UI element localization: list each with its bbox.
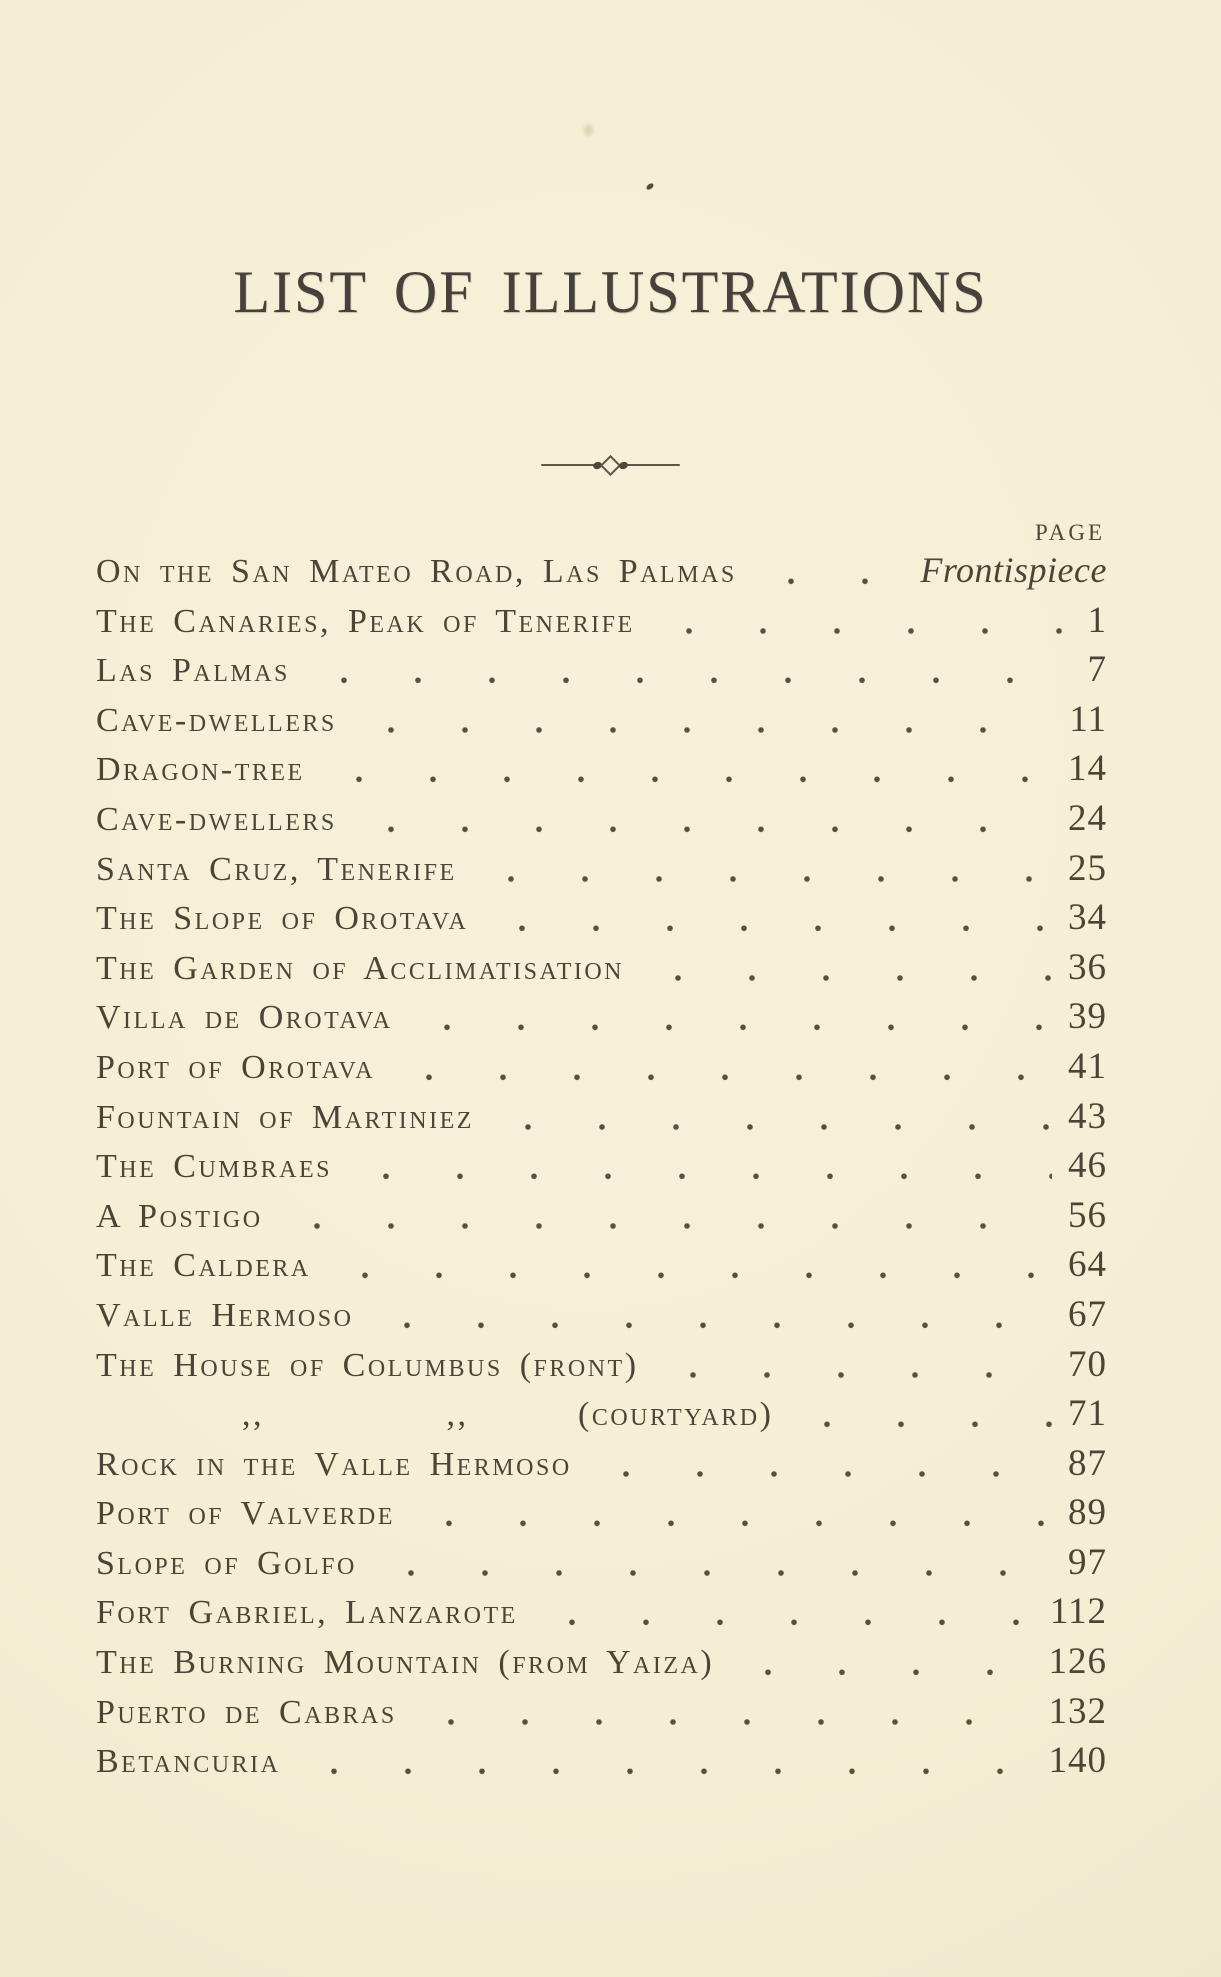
toc-row [96,1141,1107,1191]
toc-row [96,893,1107,943]
leader-dots [350,1141,1052,1191]
toc-entry-page: 7 [1087,649,1107,691]
toc-entry-label: Fort Gabriel, Lanzarote [96,1594,518,1632]
leader-dots [355,794,1052,844]
toc-entry-page: 34 [1068,897,1107,939]
toc-row [96,1092,1107,1142]
toc-row [96,992,1107,1042]
toc-entry-page: 41 [1068,1045,1107,1087]
toc-row [96,744,1107,794]
toc-row [96,1587,1107,1637]
toc-entry-label: Santa Cruz, Tenerife [96,850,457,888]
toc-row [96,1488,1107,1538]
toc-entry-label: The House of Columbus (front) [96,1346,639,1384]
toc-entry-page: 89 [1068,1492,1107,1534]
leader-dots [413,1488,1052,1538]
toc-row [96,1736,1107,1786]
toc-entry-label: Cave-dwellers [96,800,337,838]
toc-row [96,1290,1107,1340]
leader-dots [653,596,1072,646]
leader-dots [375,1538,1052,1588]
leader-dots [642,943,1052,993]
toc-entry-page: 70 [1068,1343,1107,1385]
toc-entry-page: Frontispiece [920,550,1107,590]
toc-entry-page: 64 [1068,1244,1107,1286]
leader-dots [393,1042,1052,1092]
toc-entry-label: Fountain of Martiniez [96,1098,474,1136]
toc-row [96,1340,1107,1390]
leader-dots [755,546,905,596]
toc-row [96,1439,1107,1489]
toc-entry-label: Betancuria [96,1743,281,1781]
toc-entry-page: 14 [1068,748,1107,790]
page-title: LIST OF ILLUSTRATIONS [233,259,988,325]
divider-ornament-icon [0,454,1221,476]
toc-entry-label: The Caldera [96,1247,311,1285]
toc-row [96,1538,1107,1588]
toc-entry-label: A Postigo [96,1197,263,1235]
toc-entry-label: Puerto de Cabras [96,1693,397,1731]
toc-entry-label: ,, ,, (courtyard) [96,1396,774,1434]
leader-dots [355,695,1054,745]
leader-dots [536,1587,1034,1637]
toc-row [96,1191,1107,1241]
toc-entry-page: 56 [1068,1194,1107,1236]
toc-entry-label: Slope of Golfo [96,1544,357,1582]
toc-entry-page: 140 [1048,1740,1107,1782]
leader-dots [298,1736,1032,1786]
leader-dots [590,1439,1052,1489]
toc-entry-label: The Canaries, Peak of Tenerife [96,602,635,640]
leader-dots [308,645,1072,695]
toc-entry-page: 67 [1068,1293,1107,1335]
toc-entry-page: 11 [1069,698,1107,740]
toc-entry-page: 36 [1068,946,1107,988]
toc-row [96,1240,1107,1290]
toc-entry-label: Port of Valverde [96,1495,395,1533]
toc-entry-label: The Cumbraes [96,1148,332,1186]
illustration-list [96,546,1107,1786]
toc-entry-label: The Burning Mountain (from Yaiza) [96,1644,715,1682]
toc-entry-page: 97 [1068,1541,1107,1583]
leader-dots [732,1637,1032,1687]
toc-entry-label: Valle Hermoso [96,1296,354,1334]
toc-row [96,1042,1107,1092]
toc-row [96,645,1107,695]
ink-speck [645,182,654,191]
toc-entry-page: 24 [1068,797,1107,839]
toc-entry-page: 1 [1087,599,1107,641]
toc-entry-label: Rock in the Valle Hermoso [96,1445,572,1483]
toc-entry-label: Dragon-tree [96,751,305,789]
ornament-line-right [627,464,680,467]
toc-entry-page: 46 [1068,1145,1107,1187]
leader-dots [329,1240,1052,1290]
toc-row [96,794,1107,844]
toc-entry-page: 43 [1068,1095,1107,1137]
ornament-line-left [541,464,594,467]
toc-entry-page: 87 [1068,1442,1107,1484]
toc-entry-label: Cave-dwellers [96,701,337,739]
leader-dots [323,744,1052,794]
toc-entry-label: On the San Mateo Road, Las Palmas [96,553,737,590]
toc-entry-page: 126 [1048,1641,1107,1683]
toc-entry-label: The Garden of Acclimatisation [96,949,625,987]
toc-entry-page: 112 [1049,1591,1107,1633]
toc-entry-label: Villa de Orotava [96,999,393,1037]
leader-dots [657,1340,1052,1390]
toc-entry-label: Port of Orotava [96,1048,376,1086]
leader-dots [411,992,1052,1042]
toc-entry-label: Las Palmas [96,652,290,690]
ornament-knot-right [618,460,629,469]
toc-row [96,1687,1107,1737]
leader-dots [415,1687,1033,1737]
leader-dots [486,893,1052,943]
toc-entry-page: 132 [1048,1690,1107,1732]
toc-row [96,844,1107,894]
toc-entry-page: 25 [1068,847,1107,889]
toc-row [96,1637,1107,1687]
leader-dots [281,1191,1052,1241]
toc-row [96,695,1107,745]
leader-dots [492,1092,1052,1142]
paper-smudge [584,124,593,136]
leader-dots [475,844,1052,894]
page-column-header: PAGE [1035,520,1105,545]
leader-dots [371,1290,1052,1340]
toc-entry-page: 71 [1068,1393,1107,1435]
toc-row [96,546,1107,596]
toc-entry-label: The Slope of Orotava [96,900,469,938]
toc-row [96,1389,1107,1439]
toc-entry-page: 39 [1068,996,1107,1038]
toc-row [96,596,1107,646]
toc-row [96,943,1107,993]
leader-dots [791,1389,1052,1439]
